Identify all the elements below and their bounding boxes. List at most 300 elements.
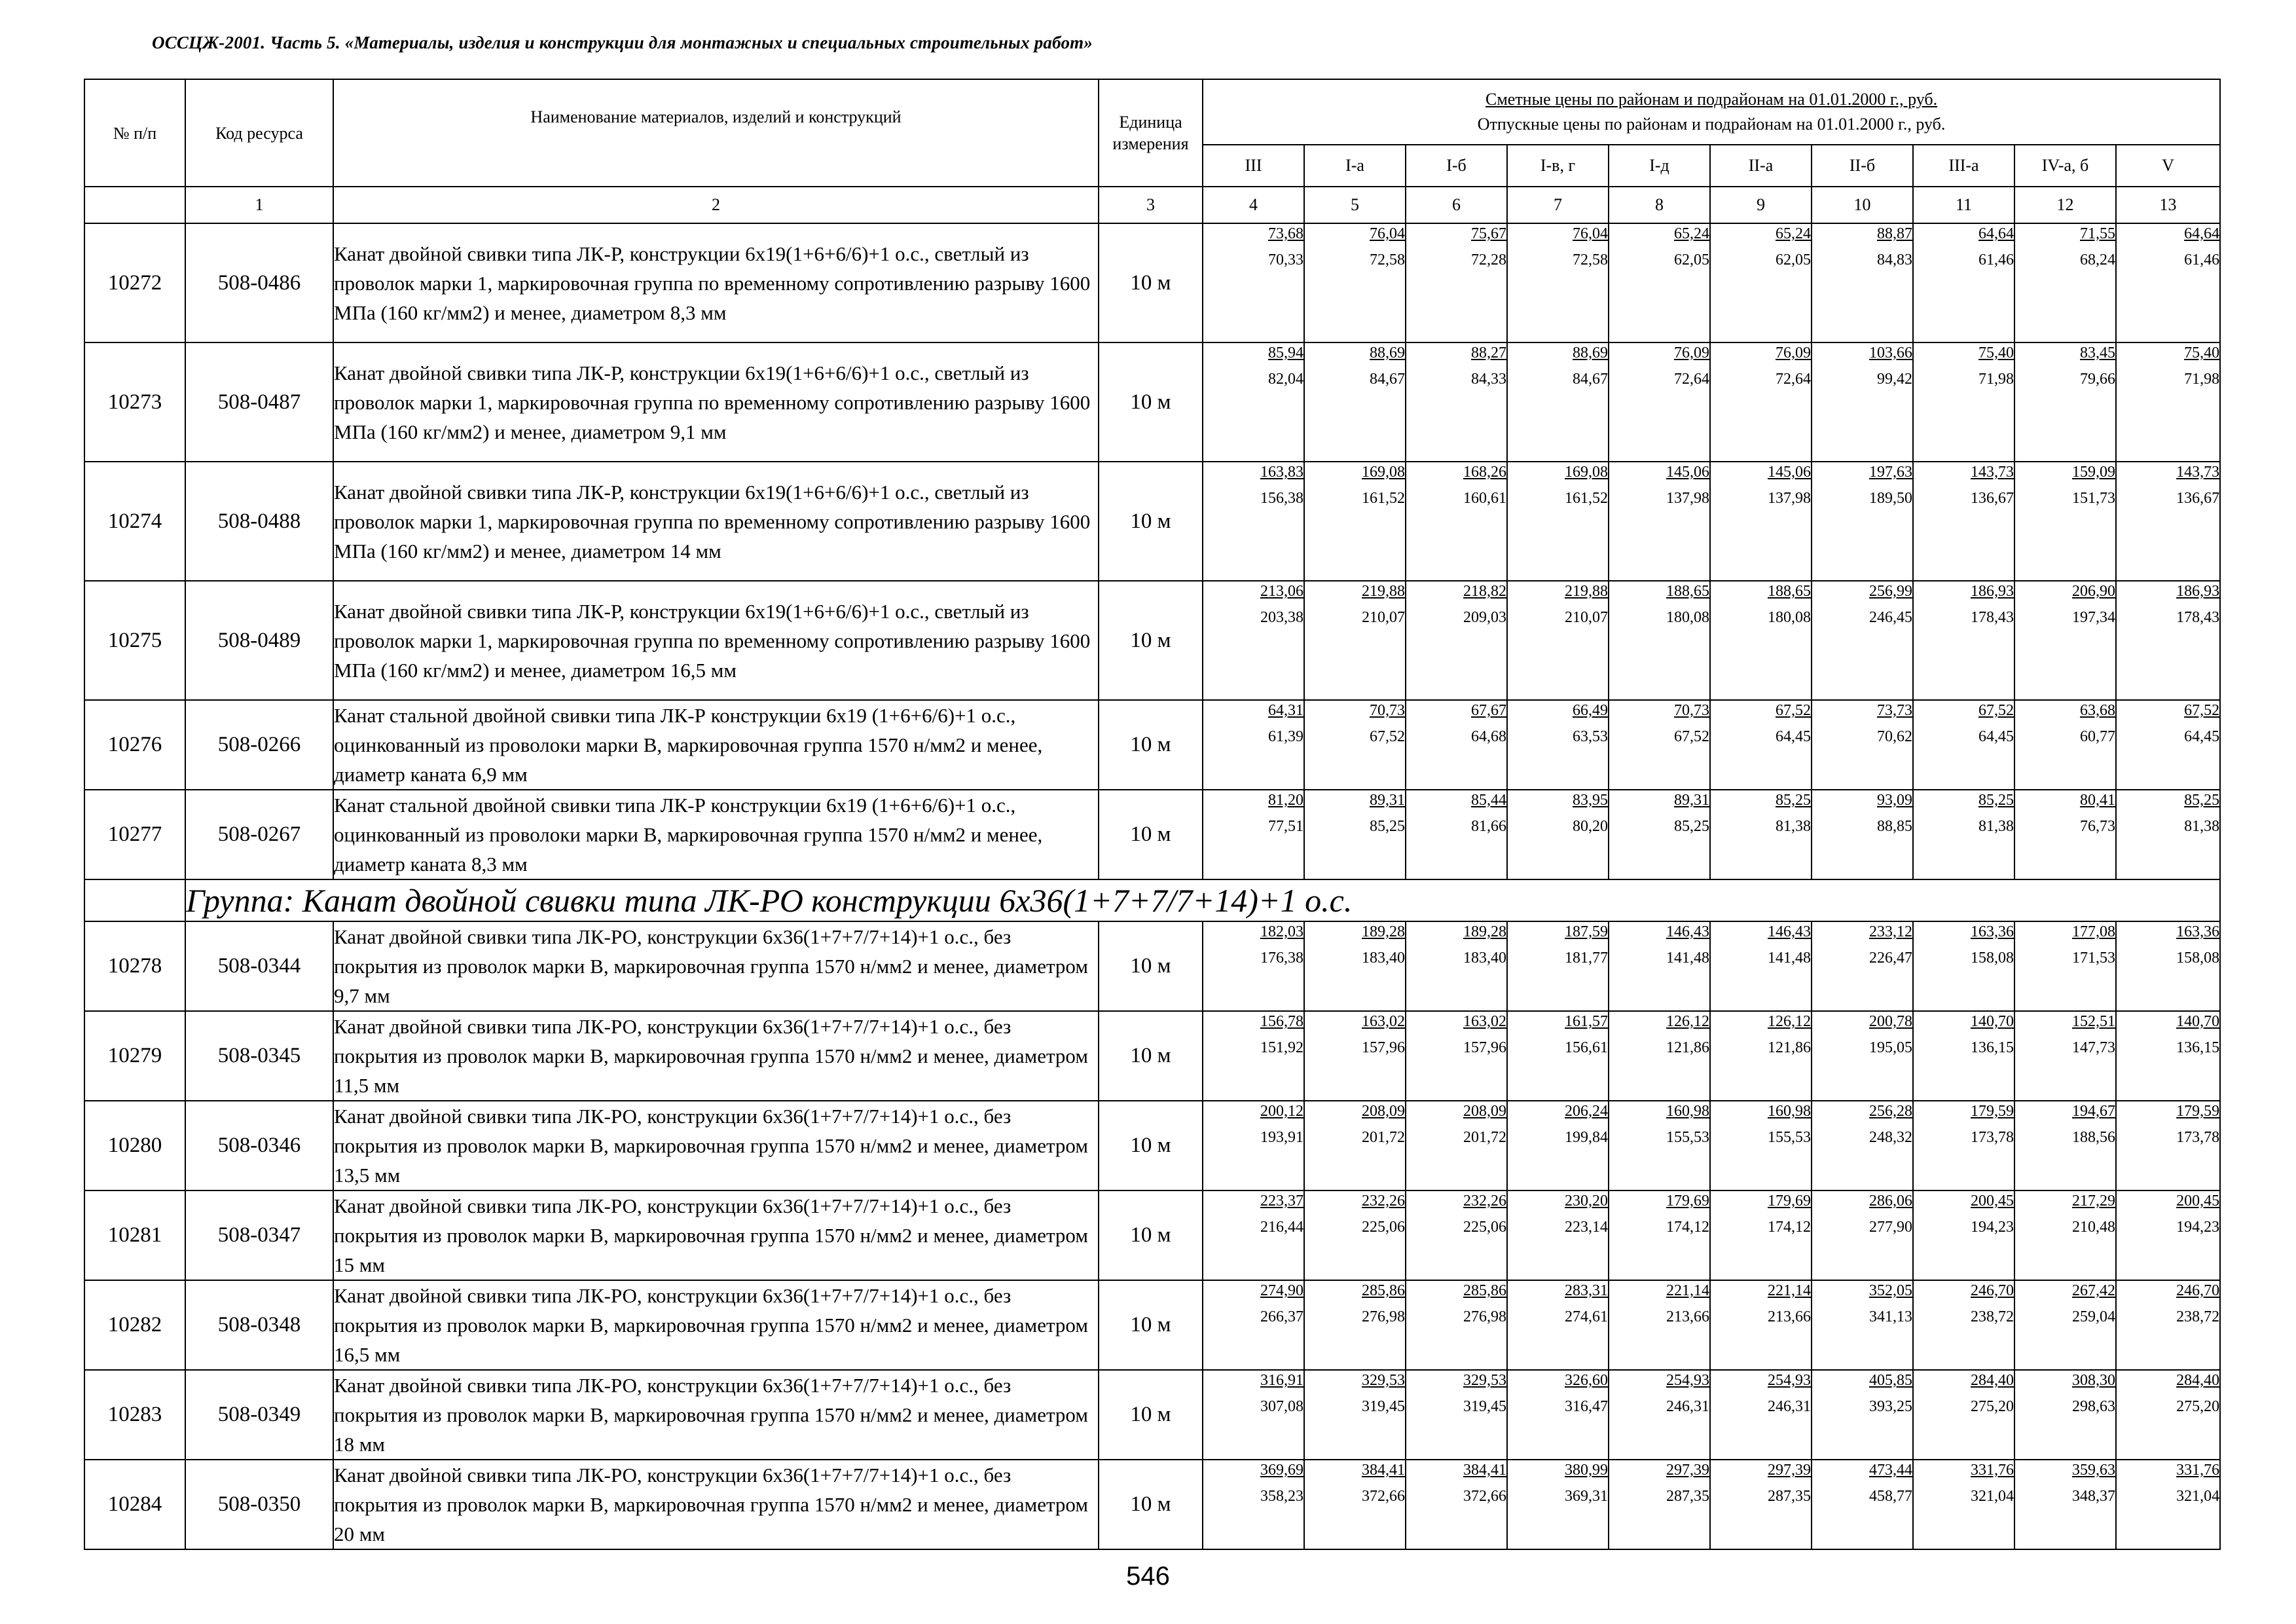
estimate-price: 179,69 (1768, 1192, 1811, 1209)
estimate-price: 316,91 (1260, 1372, 1303, 1389)
estimate-price: 73,73 (1877, 702, 1912, 719)
estimate-price: 83,95 (1573, 792, 1608, 809)
wholesale-price: 60,77 (2080, 728, 2115, 745)
wholesale-price: 84,33 (1471, 371, 1506, 388)
price-cell (2014, 1370, 2116, 1460)
estimate-price: 200,45 (2176, 1192, 2220, 1209)
estimate-price: 88,69 (1573, 344, 1608, 361)
wholesale-price: 174,12 (1666, 1219, 1709, 1236)
estimate-price: 384,41 (1362, 1462, 1405, 1479)
estimate-price: 284,40 (2176, 1372, 2220, 1389)
item-name: Канат стальной двойной свивки типа ЛК-Р конструкции 6х19 (1+6+6/6)+1 о.с., оцинкованный из проволоки марки В, маркировочная группа 1570 н/мм2 и менее, диаметр каната 6,9 мм (333, 700, 1099, 790)
price-cell (2116, 1280, 2220, 1370)
estimate-price: 384,41 (1463, 1462, 1506, 1479)
wholesale-price: 213,66 (1666, 1308, 1709, 1325)
wholesale-price: 193,91 (1260, 1129, 1303, 1146)
price-cell (1913, 342, 2014, 462)
price-cell (1710, 700, 1812, 790)
wholesale-price: 358,23 (1260, 1488, 1303, 1505)
wholesale-price: 259,04 (2072, 1308, 2115, 1325)
column-number: 11 (1913, 187, 2014, 223)
wholesale-price: 80,20 (1573, 818, 1608, 835)
wholesale-price: 136,15 (2176, 1039, 2220, 1056)
unit: 10 м (1099, 1280, 1203, 1370)
wholesale-price: 85,25 (1370, 818, 1405, 835)
estimate-price: 232,26 (1362, 1192, 1405, 1209)
estimate-price: 163,83 (1260, 464, 1303, 481)
estimate-price: 75,67 (1471, 225, 1506, 242)
estimate-price: 85,44 (1471, 792, 1506, 809)
wholesale-price: 203,38 (1260, 609, 1303, 626)
price-cell (2014, 1280, 2116, 1370)
column-number: 9 (1710, 187, 1812, 223)
price-cell (2014, 1101, 2116, 1190)
estimate-price: 126,12 (1666, 1013, 1709, 1030)
column-number: 8 (1609, 187, 1710, 223)
price-cell (1406, 1011, 1507, 1101)
price-cell (1507, 1280, 1609, 1370)
estimate-price: 75,40 (2184, 344, 2220, 361)
wholesale-price: 63,53 (1573, 728, 1608, 745)
price-cell (1304, 700, 1406, 790)
estimate-price: 67,67 (1471, 702, 1506, 719)
price-cell (1203, 223, 1304, 342)
table-body (84, 223, 2220, 1549)
estimate-price: 308,30 (2072, 1372, 2115, 1389)
price-cell (1710, 223, 1812, 342)
col-header-unit: Единица измерения (1099, 79, 1203, 187)
price-cell (1710, 1280, 1812, 1370)
estimate-price: 75,40 (1978, 344, 2014, 361)
header-row (84, 79, 2220, 145)
price-cell (1913, 1011, 2014, 1101)
estimate-price: 326,60 (1565, 1372, 1608, 1389)
price-cell (1710, 1370, 1812, 1460)
price-cell (1507, 921, 1609, 1011)
price-cell (1406, 342, 1507, 462)
price-cell (1812, 921, 1913, 1011)
unit: 10 м (1099, 921, 1203, 1011)
column-number: 1 (185, 187, 333, 223)
row-index: 10277 (84, 790, 185, 879)
table-row (84, 1011, 2220, 1101)
estimate-price: 197,63 (1869, 464, 1912, 481)
col-header-idx: № п/п (84, 79, 185, 187)
table-row (84, 1460, 2220, 1549)
table-row (84, 581, 2220, 700)
price-cell (1406, 581, 1507, 700)
price-cell (1913, 581, 2014, 700)
price-cell (1710, 1190, 1812, 1280)
price-cell (1203, 790, 1304, 879)
price-cell (1913, 790, 2014, 879)
price-cell (1913, 223, 2014, 342)
estimate-price: 217,29 (2072, 1192, 2115, 1209)
wholesale-price: 171,53 (2072, 950, 2115, 967)
wholesale-price: 277,90 (1869, 1219, 1912, 1236)
region-header: I-б (1406, 145, 1507, 187)
price-cell (1304, 462, 1406, 581)
wholesale-price: 266,37 (1260, 1308, 1303, 1325)
unit: 10 м (1099, 1101, 1203, 1190)
price-cell (1507, 700, 1609, 790)
estimate-price: 206,24 (1565, 1103, 1608, 1120)
price-cell (1812, 223, 1913, 342)
item-name: Канат двойной свивки типа ЛК-РО, конструкции 6х36(1+7+7/7+14)+1 о.с., без покрытия из проволок марки В, маркировочная группа 1570 н/мм2 и менее, диаметром 16,5 мм (333, 1280, 1099, 1370)
group-row (84, 879, 2220, 921)
table-row (84, 1280, 2220, 1370)
estimate-price: 186,93 (2176, 583, 2220, 600)
wholesale-price: 72,58 (1573, 251, 1608, 268)
table-row (84, 1190, 2220, 1280)
price-cell (1913, 1460, 2014, 1549)
price-cell (1304, 223, 1406, 342)
estimate-price: 146,43 (1666, 923, 1709, 940)
wholesale-price: 81,38 (1978, 818, 2014, 835)
estimate-price: 187,59 (1565, 923, 1608, 940)
wholesale-price: 195,05 (1869, 1039, 1912, 1056)
wholesale-price: 238,72 (2176, 1308, 2220, 1325)
price-cell (1406, 1280, 1507, 1370)
wholesale-price: 64,45 (2184, 728, 2220, 745)
price-cell (1507, 1101, 1609, 1190)
column-number: 12 (2014, 187, 2116, 223)
unit: 10 м (1099, 581, 1203, 700)
estimate-price: 189,28 (1362, 923, 1405, 940)
unit: 10 м (1099, 700, 1203, 790)
wholesale-price: 84,67 (1370, 371, 1405, 388)
estimate-price: 80,41 (2080, 792, 2115, 809)
column-number-row (84, 187, 2220, 223)
estimate-price: 168,26 (1463, 464, 1506, 481)
wholesale-price: 176,38 (1260, 950, 1303, 967)
row-index: 10282 (84, 1280, 185, 1370)
group-blank (84, 879, 185, 921)
estimate-price: 331,76 (1971, 1462, 2014, 1479)
estimate-price: 297,39 (1768, 1462, 1811, 1479)
wholesale-price: 121,86 (1768, 1039, 1811, 1056)
wholesale-price: 287,35 (1666, 1488, 1709, 1505)
price-cell (1203, 342, 1304, 462)
price-cell (1710, 790, 1812, 879)
wholesale-price: 319,45 (1463, 1398, 1506, 1415)
col-header-name: Наименование материалов, изделий и конструкций (333, 79, 1099, 187)
estimate-price: 182,03 (1260, 923, 1303, 940)
row-index: 10273 (84, 342, 185, 462)
region-header: I-д (1609, 145, 1710, 187)
wholesale-price: 216,44 (1260, 1219, 1303, 1236)
estimate-price: 160,98 (1666, 1103, 1709, 1120)
estimate-price: 267,42 (2072, 1282, 2115, 1299)
price-cell (1609, 342, 1710, 462)
column-number: 3 (1099, 187, 1203, 223)
wholesale-price: 321,04 (2176, 1488, 2220, 1505)
item-name: Канат двойной свивки типа ЛК-РО, конструкции 6х36(1+7+7/7+14)+1 о.с., без покрытия из проволок марки В, маркировочная группа 1570 н/мм2 и менее, диаметром 11,5 мм (333, 1011, 1099, 1101)
wholesale-price: 155,53 (1768, 1129, 1811, 1146)
estimate-price: 76,09 (1776, 344, 1811, 361)
wholesale-price: 225,06 (1362, 1219, 1405, 1236)
estimate-price: 284,40 (1971, 1372, 2014, 1389)
price-cell (2116, 462, 2220, 581)
estimate-price: 126,12 (1768, 1013, 1811, 1030)
wholesale-price: 213,66 (1768, 1308, 1811, 1325)
wholesale-price: 180,08 (1666, 609, 1709, 626)
price-cell (2014, 1190, 2116, 1280)
estimate-price: 76,09 (1674, 344, 1709, 361)
estimate-price: 179,59 (1971, 1103, 2014, 1120)
column-number: 10 (1812, 187, 1913, 223)
price-cell (1609, 223, 1710, 342)
wholesale-price: 121,86 (1666, 1039, 1709, 1056)
price-cell (1710, 1101, 1812, 1190)
estimate-price: 233,12 (1869, 923, 1912, 940)
table-row (84, 342, 2220, 462)
resource-code: 508-0266 (185, 700, 333, 790)
wholesale-price: 76,73 (2080, 818, 2115, 835)
estimate-price: 163,36 (2176, 923, 2220, 940)
wholesale-price: 156,61 (1565, 1039, 1608, 1056)
price-cell (2116, 921, 2220, 1011)
price-cell (1203, 921, 1304, 1011)
wholesale-price: 157,96 (1362, 1039, 1405, 1056)
wholesale-price: 319,45 (1362, 1398, 1405, 1415)
wholesale-price: 246,31 (1768, 1398, 1811, 1415)
price-cell (1406, 223, 1507, 342)
price-cell (2116, 700, 2220, 790)
item-name: Канат двойной свивки типа ЛК-Р, конструкции 6х19(1+6+6/6)+1 о.с., светлый из проволок марки 1, маркировочная группа по временному сопротивлению разрыву 1600 МПа (160 кг/мм2) и менее, диаметром 14 мм (333, 462, 1099, 581)
wholesale-price: 298,63 (2072, 1398, 2115, 1415)
estimate-price: 76,04 (1573, 225, 1608, 242)
wholesale-price: 61,46 (1978, 251, 2014, 268)
price-cell (2116, 790, 2220, 879)
wholesale-price: 137,98 (1768, 490, 1811, 507)
estimate-price: 218,82 (1463, 583, 1506, 600)
wholesale-price: 161,52 (1362, 490, 1405, 507)
estimate-price: 256,28 (1869, 1103, 1912, 1120)
wholesale-price: 158,08 (1971, 950, 2014, 967)
unit: 10 м (1099, 1190, 1203, 1280)
price-cell (1812, 1460, 1913, 1549)
price-cell (1406, 921, 1507, 1011)
estimate-price: 65,24 (1776, 225, 1811, 242)
wholesale-price: 70,33 (1268, 251, 1303, 268)
price-cell (1406, 790, 1507, 879)
price-cell (1609, 1370, 1710, 1460)
wholesale-price: 189,50 (1869, 490, 1912, 507)
price-cell (1609, 462, 1710, 581)
price-cell (1812, 1101, 1913, 1190)
estimate-price: 169,08 (1565, 464, 1608, 481)
price-cell (1812, 1280, 1913, 1370)
row-index: 10274 (84, 462, 185, 581)
price-cell (1203, 1101, 1304, 1190)
estimate-price: 85,25 (1978, 792, 2014, 809)
wholesale-price: 372,66 (1463, 1488, 1506, 1505)
wholesale-price: 155,53 (1666, 1129, 1709, 1146)
resource-code: 508-0344 (185, 921, 333, 1011)
wholesale-price: 226,47 (1869, 950, 1912, 967)
region-header: II-б (1812, 145, 1913, 187)
table-row (84, 1101, 2220, 1190)
estimate-price: 219,88 (1565, 583, 1608, 600)
estimate-price: 297,39 (1666, 1462, 1709, 1479)
estimate-price: 329,53 (1362, 1372, 1405, 1389)
estimate-price: 85,25 (1776, 792, 1811, 809)
unit: 10 м (1099, 342, 1203, 462)
wholesale-price: 156,38 (1260, 490, 1303, 507)
wholesale-price: 64,45 (1776, 728, 1811, 745)
price-cell (1913, 1370, 2014, 1460)
estimate-price: 473,44 (1869, 1462, 1912, 1479)
wholesale-price: 72,28 (1471, 251, 1506, 268)
estimate-price: 274,90 (1260, 1282, 1303, 1299)
column-number: 13 (2116, 187, 2220, 223)
price-cell (1507, 581, 1609, 700)
group-label: Группа: Канат двойной свивки типа ЛК-РО конструкции 6х36(1+7+7/7+14)+1 о.с. (185, 879, 2220, 921)
item-name: Канат двойной свивки типа ЛК-Р, конструкции 6х19(1+6+6/6)+1 о.с., светлый из проволок марки 1, маркировочная группа по временному сопротивлению разрыву 1600 МПа (160 кг/мм2) и менее, диаметром 8,3 мм (333, 223, 1099, 342)
price-cell (1203, 581, 1304, 700)
estimate-price: 380,99 (1565, 1462, 1608, 1479)
item-name: Канат двойной свивки типа ЛК-РО, конструкции 6х36(1+7+7/7+14)+1 о.с., без покрытия из проволок марки В, маркировочная группа 1570 н/мм2 и менее, диаметром 13,5 мм (333, 1101, 1099, 1190)
table-row (84, 921, 2220, 1011)
row-index: 10284 (84, 1460, 185, 1549)
wholesale-price: 72,64 (1776, 371, 1811, 388)
wholesale-price: 61,39 (1268, 728, 1303, 745)
page-number: 546 (1126, 1562, 1170, 1591)
price-cell (1507, 1011, 1609, 1101)
wholesale-price: 68,24 (2080, 251, 2115, 268)
estimate-price: 208,09 (1463, 1103, 1506, 1120)
estimate-price: 88,69 (1370, 344, 1405, 361)
wholesale-price: 210,48 (2072, 1219, 2115, 1236)
price-cell (1507, 462, 1609, 581)
price-cell (1913, 700, 2014, 790)
estimate-price: 103,66 (1869, 344, 1912, 361)
price-cell (1812, 700, 1913, 790)
price-cell (1812, 342, 1913, 462)
row-index: 10275 (84, 581, 185, 700)
price-cell (1609, 1190, 1710, 1280)
estimate-price: 331,76 (2176, 1462, 2220, 1479)
wholesale-price: 62,05 (1776, 251, 1811, 268)
price-cell (1609, 1280, 1710, 1370)
wholesale-price: 137,98 (1666, 490, 1709, 507)
estimate-price: 221,14 (1768, 1282, 1811, 1299)
item-name: Канат двойной свивки типа ЛК-РО, конструкции 6х36(1+7+7/7+14)+1 о.с., без покрытия из проволок марки В, маркировочная группа 1570 н/мм2 и менее, диаметром 15 мм (333, 1190, 1099, 1280)
estimate-price: 256,99 (1869, 583, 1912, 600)
price-cell (1507, 223, 1609, 342)
item-name: Канат двойной свивки типа ЛК-РО, конструкции 6х36(1+7+7/7+14)+1 о.с., без покрытия из проволок марки В, маркировочная группа 1570 н/мм2 и менее, диаметром 9,7 мм (333, 921, 1099, 1011)
prices-title-wholesale: Отпускные цены по районам и подрайонам на 01.01.2000 г., руб. (1477, 115, 1946, 134)
wholesale-price: 307,08 (1260, 1398, 1303, 1415)
column-number: 7 (1507, 187, 1609, 223)
wholesale-price: 223,14 (1565, 1219, 1608, 1236)
estimate-price: 246,70 (1971, 1282, 2014, 1299)
price-cell (2014, 223, 2116, 342)
estimate-price: 145,06 (1768, 464, 1811, 481)
estimate-price: 208,09 (1362, 1103, 1405, 1120)
price-cell (1507, 1190, 1609, 1280)
estimate-price: 161,57 (1565, 1013, 1608, 1030)
estimate-price: 64,31 (1268, 702, 1303, 719)
price-cell (1304, 581, 1406, 700)
estimate-price: 352,05 (1869, 1282, 1912, 1299)
price-cell (1609, 581, 1710, 700)
price-cell (2014, 921, 2116, 1011)
price-cell (1304, 1190, 1406, 1280)
estimate-price: 230,20 (1565, 1192, 1608, 1209)
resource-code: 508-0346 (185, 1101, 333, 1190)
estimate-price: 163,02 (1463, 1013, 1506, 1030)
price-cell (1609, 700, 1710, 790)
price-cell (1304, 342, 1406, 462)
region-header: IV-а, б (2014, 145, 2116, 187)
price-cell (2014, 581, 2116, 700)
price-cell (2116, 1370, 2220, 1460)
estimate-price: 221,14 (1666, 1282, 1709, 1299)
estimate-price: 188,65 (1666, 583, 1709, 600)
wholesale-price: 136,15 (1971, 1039, 2014, 1056)
unit: 10 м (1099, 790, 1203, 879)
wholesale-price: 158,08 (2176, 950, 2220, 967)
wholesale-price: 173,78 (1971, 1129, 2014, 1146)
wholesale-price: 275,20 (2176, 1398, 2220, 1415)
wholesale-price: 246,45 (1869, 609, 1912, 626)
estimate-price: 89,31 (1674, 792, 1709, 809)
prices-title (1203, 79, 2220, 145)
wholesale-price: 99,42 (1877, 371, 1912, 388)
wholesale-price: 210,07 (1565, 609, 1608, 626)
price-cell (1913, 1190, 2014, 1280)
estimate-price: 67,52 (2184, 702, 2220, 719)
item-name: Канат двойной свивки типа ЛК-РО, конструкции 6х36(1+7+7/7+14)+1 о.с., без покрытия из проволок марки В, маркировочная группа 1570 н/мм2 и менее, диаметром 18 мм (333, 1370, 1099, 1460)
price-cell (1406, 700, 1507, 790)
estimate-price: 64,64 (1978, 225, 2014, 242)
price-cell (1203, 1280, 1304, 1370)
price-cell (1812, 1011, 1913, 1101)
price-cell (1203, 1190, 1304, 1280)
resource-code: 508-0486 (185, 223, 333, 342)
estimate-price: 223,37 (1260, 1192, 1303, 1209)
price-cell (1507, 790, 1609, 879)
wholesale-price: 61,46 (2184, 251, 2220, 268)
estimate-price: 145,06 (1666, 464, 1709, 481)
estimate-price: 163,02 (1362, 1013, 1405, 1030)
wholesale-price: 321,04 (1971, 1488, 2014, 1505)
estimate-price: 88,87 (1877, 225, 1912, 242)
column-number: 4 (1203, 187, 1304, 223)
column-number: 5 (1304, 187, 1406, 223)
price-cell (1913, 462, 2014, 581)
region-header: I-а (1304, 145, 1406, 187)
price-cell (1710, 462, 1812, 581)
wholesale-price: 180,08 (1768, 609, 1811, 626)
resource-code: 508-0267 (185, 790, 333, 879)
estimate-price: 254,93 (1666, 1372, 1709, 1389)
estimate-price: 67,52 (1978, 702, 2014, 719)
wholesale-price: 181,77 (1565, 950, 1608, 967)
estimate-price: 143,73 (1971, 464, 2014, 481)
wholesale-price: 85,25 (1674, 818, 1709, 835)
wholesale-price: 81,38 (2184, 818, 2220, 835)
price-cell (1913, 921, 2014, 1011)
estimate-price: 85,25 (2184, 792, 2220, 809)
price-cell (2116, 342, 2220, 462)
estimate-price: 71,55 (2080, 225, 2115, 242)
unit: 10 м (1099, 462, 1203, 581)
resource-code: 508-0349 (185, 1370, 333, 1460)
estimate-price: 232,26 (1463, 1192, 1506, 1209)
